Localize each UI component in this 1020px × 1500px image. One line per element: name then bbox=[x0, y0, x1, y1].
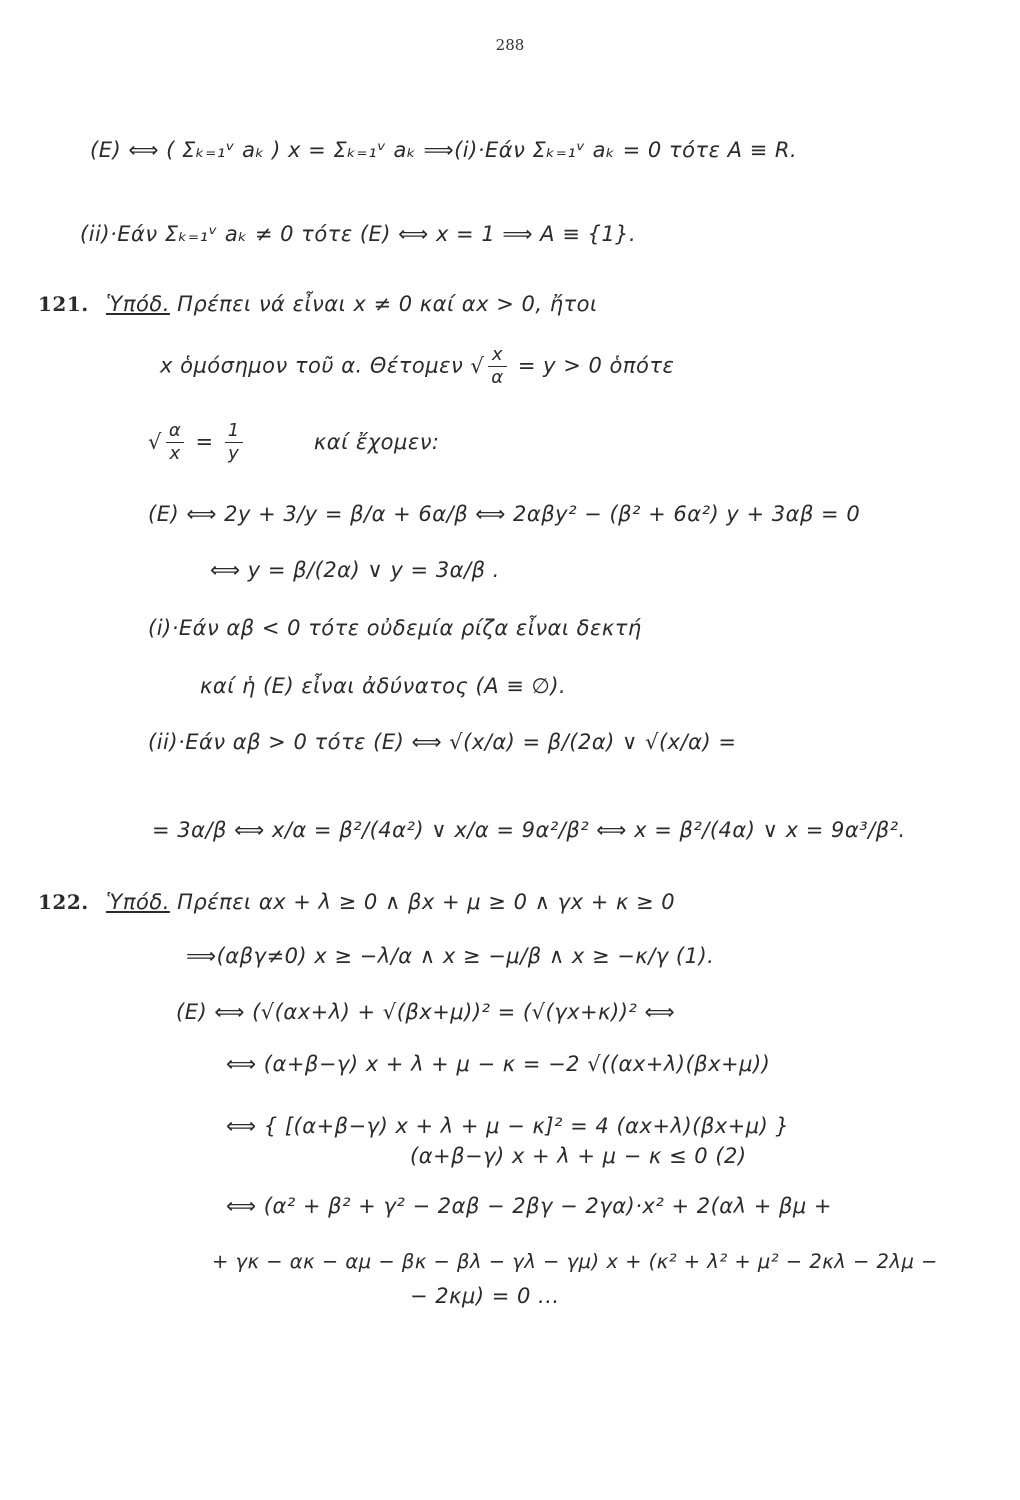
problem-text: Πρέπει αx + λ ≥ 0 ∧ βx + μ ≥ 0 ∧ γx + κ ≥ 0 bbox=[177, 890, 676, 914]
text-segment: = y > 0 ὁπότε bbox=[517, 353, 675, 378]
sqrt-fraction: √ $\frac{x}{\alpha}$ bbox=[470, 354, 510, 378]
equation-line-7: ⟺ y = β/(2α) ∨ y = 3α/β . bbox=[210, 558, 500, 582]
fraction bbox=[225, 420, 243, 465]
text-segment: καί ἔχομεν: bbox=[313, 429, 440, 454]
equation-line-20: − 2κμ) = 0 ... bbox=[410, 1284, 560, 1308]
equation-line-19: + γκ − ακ − αμ − βκ − βλ − γλ − γμ) x + (κ² + λ² + μ² − 2κλ − 2λμ − bbox=[212, 1250, 938, 1273]
equation-line-10: (ii)·Εάν αβ > 0 τότε (E) ⟺ √(x/α) = β/(2α) ∨ √(x/α) = bbox=[148, 730, 737, 754]
equation-line-17: (α+β−γ) x + λ + μ − κ ≤ 0 (2) bbox=[410, 1144, 747, 1168]
page-number: 288 bbox=[495, 36, 525, 54]
equation-line-18: ⟺ (α² + β² + γ² − 2αβ − 2βγ − 2γα)·x² + 2(αλ + βμ + bbox=[226, 1194, 833, 1218]
problem-text: Πρέπει νά εἶναι x ≠ 0 καί αx > 0, ἤτοι bbox=[177, 292, 598, 316]
equation-line-11: = 3α/β ⟺ x/α = β²/(4α²) ∨ x/α = 9α²/β² ⟺ x = β²/(4α) ∨ x = 9α³/β². bbox=[152, 818, 906, 842]
equation-line-2: (ii)·Εάν Σₖ₌₁ᵛ aₖ ≠ 0 τότε (E) ⟺ x = 1 ⟹ A ≡ {1}. bbox=[80, 222, 637, 246]
equation-line-1: (E) ⟺ ( Σₖ₌₁ᵛ aₖ ) x = Σₖ₌₁ᵛ aₖ ⟹(i)·Εάν Σₖ₌₁ᵛ aₖ = 0 τότε A ≡ R. bbox=[90, 138, 798, 162]
equation-line-9: καί ἡ (E) εἶναι ἀδύνατος (A ≡ ∅). bbox=[200, 674, 567, 698]
problem-121-header bbox=[38, 292, 598, 316]
equation-line-6: (E) ⟺ 2y + 3/y = β/α + 6α/β ⟺ 2αβy² − (β² + 6α²) y + 3αβ = 0 bbox=[148, 502, 861, 526]
equation-line-4 bbox=[160, 344, 674, 389]
hint-label: Ὑπόδ. bbox=[105, 890, 170, 914]
text-segment: x ὁμόσημον τοῦ α. Θέτομεν bbox=[160, 353, 464, 378]
problem-122-header bbox=[38, 890, 675, 914]
numerator: x bbox=[488, 344, 506, 367]
equation-line-16: ⟺ { [(α+β−γ) x + λ + μ − κ]² = 4 (αx+λ)(βx+μ) } bbox=[226, 1114, 790, 1138]
sqrt-fraction: √ $\frac{\alpha}{x}$ bbox=[148, 430, 188, 454]
equation-line-15: ⟺ (α+β−γ) x + λ + μ − κ = −2 √((αx+λ)(βx+μ)) bbox=[226, 1052, 771, 1076]
equation-line-14: (E) ⟺ (√(αx+λ) + √(βx+μ))² = (√(γx+κ))² ⟺ bbox=[176, 1000, 676, 1024]
equation-line-13: ⟹(αβγ≠0) x ≥ −λ/α ∧ x ≥ −μ/β ∧ x ≥ −κ/γ (1). bbox=[186, 944, 715, 968]
fraction bbox=[166, 420, 184, 465]
denominator: x bbox=[169, 443, 181, 464]
equation-line-8: (i)·Εάν αβ < 0 τότε οὐδεμία ρίζα εἶναι δεκτή bbox=[148, 616, 642, 640]
fraction bbox=[488, 344, 506, 389]
hint-label: Ὑπόδ. bbox=[105, 292, 170, 316]
denominator: α bbox=[491, 367, 504, 388]
numerator: 1 bbox=[225, 420, 243, 443]
numerator: α bbox=[166, 420, 184, 443]
problem-number: 122. bbox=[38, 890, 89, 914]
equation-line-5: √ $\frac{\alpha}{x}$ = $\frac{1}{y}$ καί ἔχομεν: bbox=[148, 420, 440, 464]
denominator: y bbox=[228, 443, 240, 464]
problem-number: 121. bbox=[38, 292, 89, 316]
